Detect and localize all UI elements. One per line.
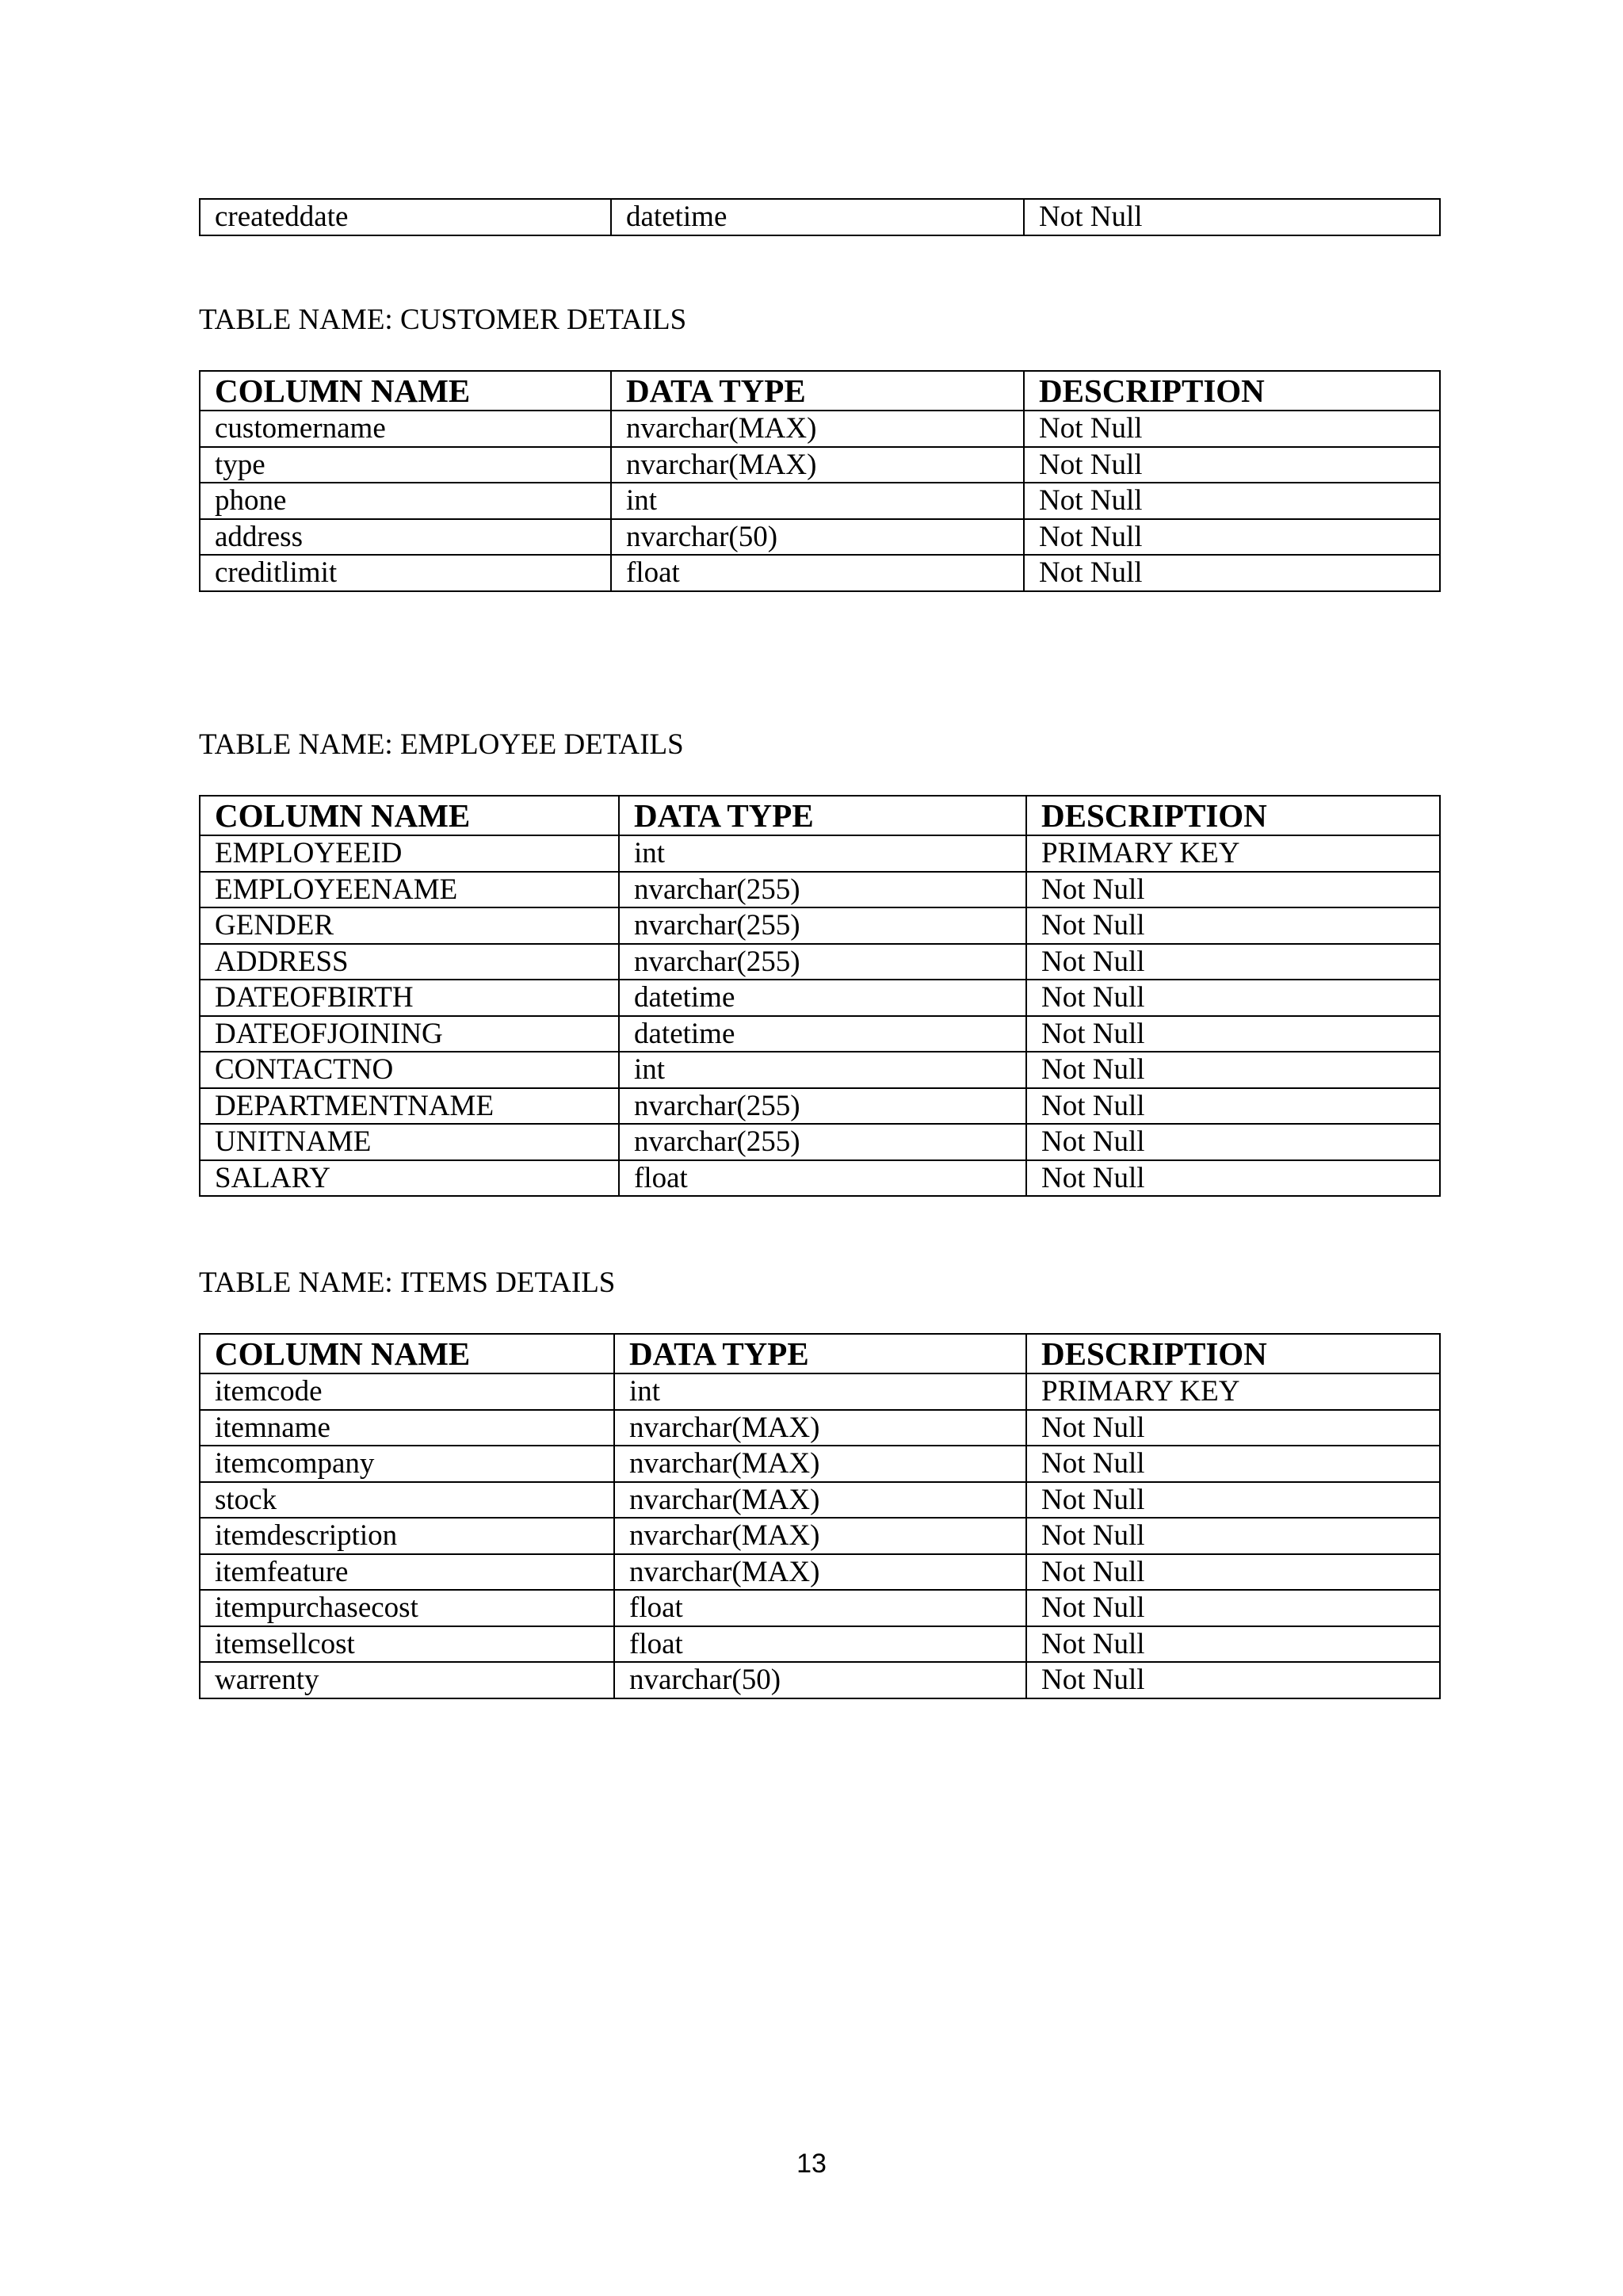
data-type-cell: nvarchar(MAX) [614, 1410, 1026, 1446]
description-cell: Not Null [1024, 555, 1440, 591]
column-name-header: COLUMN NAME [200, 371, 611, 411]
description-cell: PRIMARY KEY [1026, 1373, 1440, 1410]
column-name-cell: phone [200, 483, 611, 519]
description-cell: Not Null [1024, 199, 1440, 235]
column-name-cell: CONTACTNO [200, 1052, 619, 1088]
data-type-cell: nvarchar(MAX) [611, 411, 1024, 447]
table-row [200, 944, 1440, 980]
data-type-cell: float [614, 1626, 1026, 1663]
column-name-cell: ADDRESS [200, 944, 619, 980]
table-header-row [200, 1334, 1440, 1373]
page-number: 13 [796, 2149, 827, 2179]
customer-details-table [199, 370, 1441, 592]
table-row [200, 199, 1440, 235]
table-row [200, 835, 1440, 872]
data-type-cell: nvarchar(255) [619, 872, 1026, 908]
table-row [200, 1446, 1440, 1482]
data-type-cell: nvarchar(50) [611, 519, 1024, 556]
description-cell: Not Null [1026, 1554, 1440, 1591]
table-row [200, 1626, 1440, 1663]
data-type-cell: int [611, 483, 1024, 519]
items-table-title: TABLE NAME: ITEMS DETAILS [199, 1266, 616, 1299]
table-row [200, 1554, 1440, 1591]
column-name-cell: itemdescription [200, 1518, 614, 1554]
description-cell: Not Null [1026, 1052, 1440, 1088]
column-name-cell: address [200, 519, 611, 556]
column-name-cell: creditlimit [200, 555, 611, 591]
data-type-cell: int [619, 1052, 1026, 1088]
table-row [200, 980, 1440, 1016]
table-header-row [200, 796, 1440, 835]
data-type-header: DATA TYPE [614, 1334, 1026, 1373]
data-type-cell: int [614, 1373, 1026, 1410]
table-row [200, 1124, 1440, 1160]
data-type-cell: float [611, 555, 1024, 591]
column-name-cell: itemsellcost [200, 1626, 614, 1663]
description-cell: Not Null [1026, 944, 1440, 980]
table-row [200, 872, 1440, 908]
column-name-cell: createddate [200, 199, 611, 235]
data-type-cell: float [614, 1590, 1026, 1626]
table-row [200, 1662, 1440, 1698]
description-cell: PRIMARY KEY [1026, 835, 1440, 872]
description-cell: Not Null [1026, 1160, 1440, 1197]
table-row [200, 1590, 1440, 1626]
description-cell: Not Null [1026, 1016, 1440, 1052]
table-row [200, 1016, 1440, 1052]
description-cell: Not Null [1026, 1482, 1440, 1519]
description-cell: Not Null [1026, 1124, 1440, 1160]
table-row [200, 483, 1440, 519]
data-type-cell: nvarchar(MAX) [614, 1446, 1026, 1482]
column-name-cell: itempurchasecost [200, 1590, 614, 1626]
description-cell: Not Null [1024, 447, 1440, 483]
table-row [200, 1410, 1440, 1446]
table-row [200, 1160, 1440, 1197]
table-row [200, 411, 1440, 447]
column-name-cell: EMPLOYEENAME [200, 872, 619, 908]
description-cell: Not Null [1024, 411, 1440, 447]
table-row [200, 907, 1440, 944]
data-type-cell: float [619, 1160, 1026, 1197]
column-name-cell: stock [200, 1482, 614, 1519]
column-name-cell: itemcode [200, 1373, 614, 1410]
description-cell: Not Null [1026, 1446, 1440, 1482]
data-type-cell: datetime [619, 980, 1026, 1016]
data-type-cell: int [619, 835, 1026, 872]
table-row [200, 519, 1440, 556]
data-type-cell: nvarchar(MAX) [614, 1482, 1026, 1519]
table-header-row [200, 371, 1440, 411]
data-type-header: DATA TYPE [619, 796, 1026, 835]
description-cell: Not Null [1026, 1518, 1440, 1554]
description-header: DESCRIPTION [1024, 371, 1440, 411]
column-name-cell: customername [200, 411, 611, 447]
data-type-cell: nvarchar(MAX) [614, 1518, 1026, 1554]
items-details-table [199, 1333, 1441, 1699]
description-cell: Not Null [1024, 483, 1440, 519]
data-type-cell: datetime [619, 1016, 1026, 1052]
table-row [200, 555, 1440, 591]
employee-details-table [199, 795, 1441, 1197]
description-cell: Not Null [1026, 1590, 1440, 1626]
description-cell: Not Null [1024, 519, 1440, 556]
column-name-cell: itemcompany [200, 1446, 614, 1482]
description-cell: Not Null [1026, 1662, 1440, 1698]
column-name-header: COLUMN NAME [200, 1334, 614, 1373]
column-name-cell: UNITNAME [200, 1124, 619, 1160]
column-name-cell: warrenty [200, 1662, 614, 1698]
column-name-cell: type [200, 447, 611, 483]
description-cell: Not Null [1026, 1410, 1440, 1446]
data-type-cell: nvarchar(255) [619, 907, 1026, 944]
table-row [200, 1482, 1440, 1519]
description-header: DESCRIPTION [1026, 1334, 1440, 1373]
data-type-cell: nvarchar(255) [619, 1088, 1026, 1125]
table-row [200, 1518, 1440, 1554]
column-name-cell: DEPARTMENTNAME [200, 1088, 619, 1125]
data-type-cell: nvarchar(255) [619, 944, 1026, 980]
description-cell: Not Null [1026, 1088, 1440, 1125]
column-name-cell: DATEOFJOINING [200, 1016, 619, 1052]
continued-table [199, 198, 1441, 236]
column-name-cell: EMPLOYEEID [200, 835, 619, 872]
description-cell: Not Null [1026, 907, 1440, 944]
column-name-cell: DATEOFBIRTH [200, 980, 619, 1016]
employee-table-title: TABLE NAME: EMPLOYEE DETAILS [199, 728, 684, 761]
table-row [200, 1373, 1440, 1410]
column-name-cell: SALARY [200, 1160, 619, 1197]
data-type-cell: nvarchar(MAX) [611, 447, 1024, 483]
data-type-header: DATA TYPE [611, 371, 1024, 411]
data-type-cell: nvarchar(50) [614, 1662, 1026, 1698]
data-type-cell: datetime [611, 199, 1024, 235]
customer-table-title: TABLE NAME: CUSTOMER DETAILS [199, 304, 687, 336]
data-type-cell: nvarchar(255) [619, 1124, 1026, 1160]
column-name-cell: GENDER [200, 907, 619, 944]
column-name-cell: itemname [200, 1410, 614, 1446]
data-type-cell: nvarchar(MAX) [614, 1554, 1026, 1591]
description-cell: Not Null [1026, 872, 1440, 908]
table-row [200, 447, 1440, 483]
table-row [200, 1088, 1440, 1125]
table-row [200, 1052, 1440, 1088]
description-header: DESCRIPTION [1026, 796, 1440, 835]
description-cell: Not Null [1026, 980, 1440, 1016]
column-name-header: COLUMN NAME [200, 796, 619, 835]
column-name-cell: itemfeature [200, 1554, 614, 1591]
description-cell: Not Null [1026, 1626, 1440, 1663]
